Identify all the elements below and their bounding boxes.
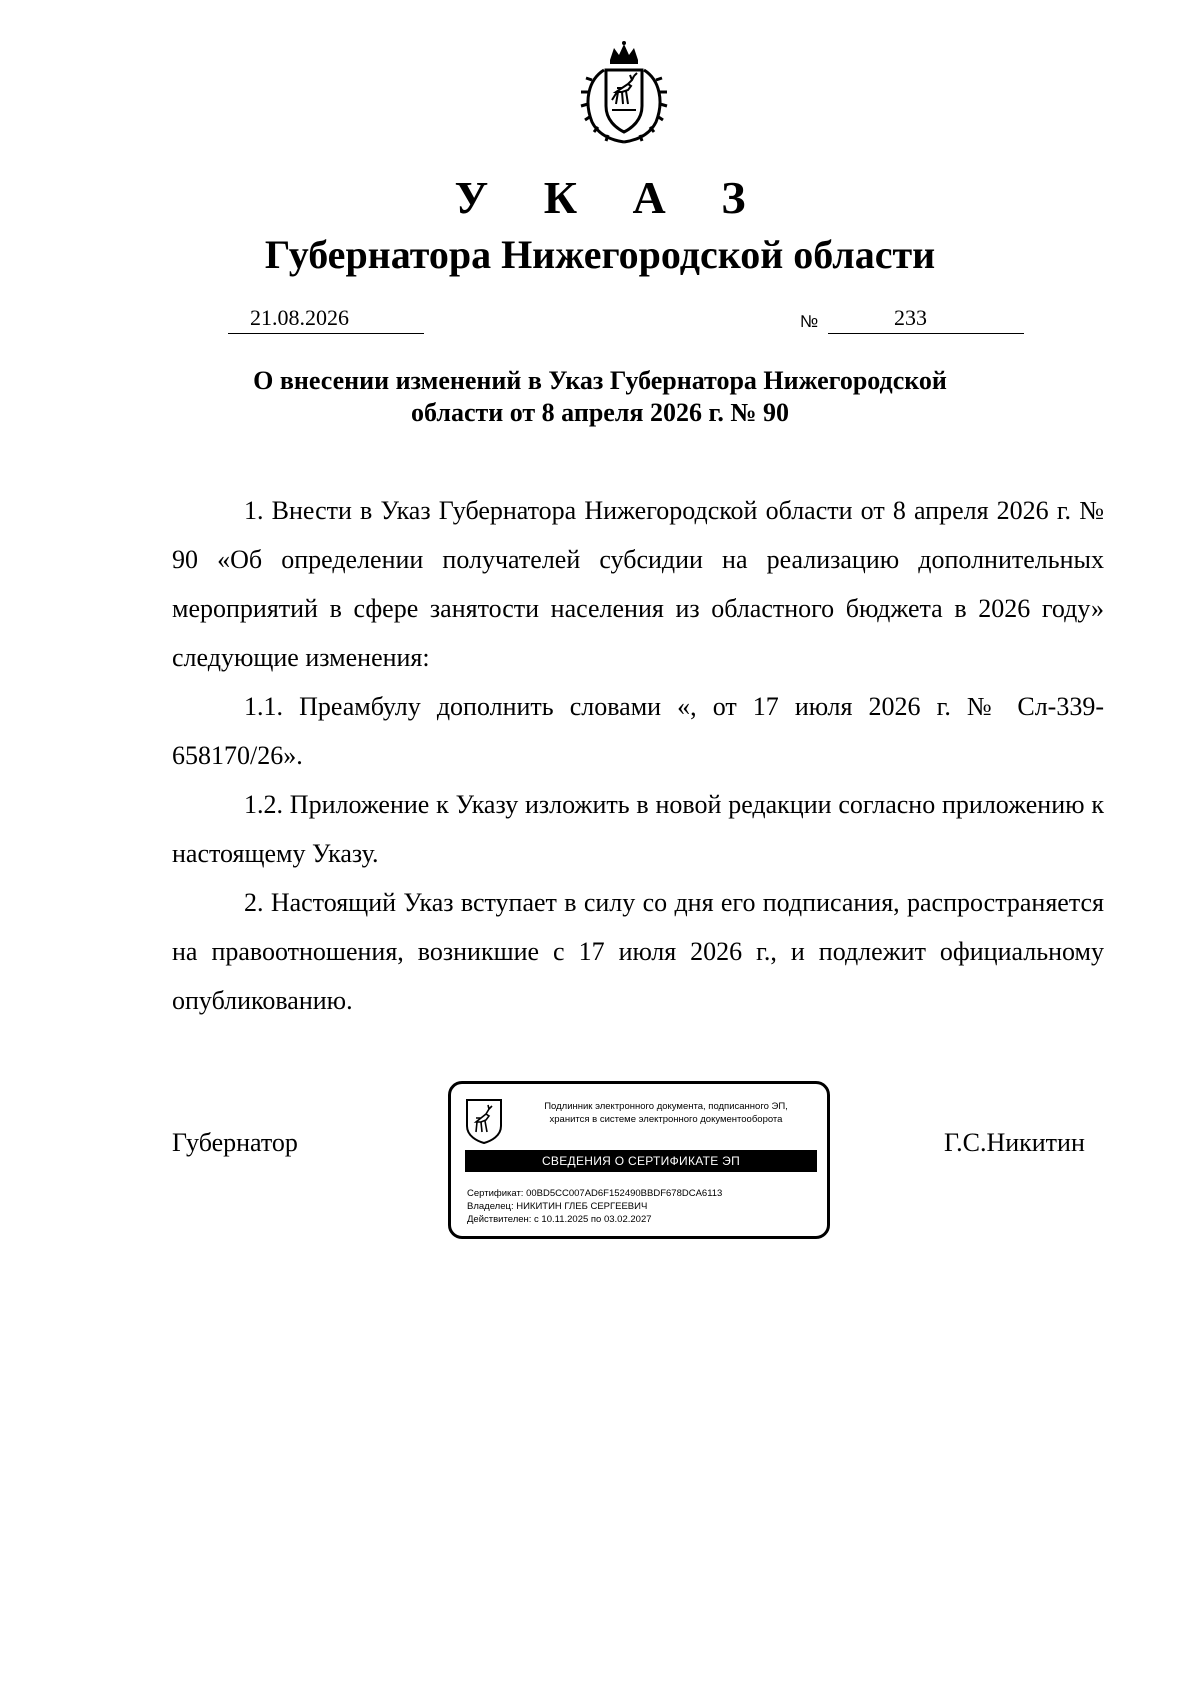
document-title: У К А З (454, 172, 768, 223)
signatory-name: Г.С.Никитин (944, 1128, 1085, 1157)
document-date: 21.08.2026 (228, 302, 424, 334)
certificate-header-bar: СВЕДЕНИЯ О СЕРТИФИКАТЕ ЭП (465, 1150, 817, 1172)
document-heading (0, 365, 1200, 429)
document-subtitle: Губернатора Нижегородской области (264, 232, 936, 277)
paragraph-1-1: 1.1. Преамбулу дополнить словами «, от 17 июля 2026 г. № Сл-339-658170/26». (172, 692, 1104, 770)
certificate-id: Сертификат: 00BD5CC007AD6F152490BBDF678DCA6113 (467, 1188, 723, 1199)
document-number: 233 (828, 302, 1024, 334)
certificate-info (467, 1187, 819, 1226)
electronic-signature-stamp (448, 1081, 830, 1239)
certificate-owner: Владелец: НИКИТИН ГЛЕБ СЕРГЕЕВИЧ (467, 1201, 648, 1212)
heading-line-1: О внесении изменений в Указ Губернатора Нижегородской (253, 366, 947, 395)
stamp-note (513, 1100, 819, 1126)
paragraph-2: 2. Настоящий Указ вступает в силу со дня его подписания, распространяется на правоотношения, возникшие с 17 июля 2026 г., и подлежит официальному опубликованию. (172, 888, 1104, 1015)
stamp-note-line-2: хранится в системе электронного документооборота (549, 1114, 783, 1125)
stamp-note-line-1: Подлинник электронного документа, подписанного ЭП, (544, 1101, 788, 1112)
deer-shield-icon (465, 1098, 503, 1144)
number-label: № (800, 312, 819, 331)
heading-line-2: области от 8 апреля 2026 г. № 90 (411, 398, 789, 427)
certificate-validity: Действителен: с 10.11.2025 по 03.02.2027 (467, 1214, 652, 1225)
signatory-post: Губернатор (172, 1128, 298, 1157)
document-body (172, 486, 1104, 1025)
coat-of-arms-icon (570, 40, 678, 148)
paragraph-1-2: 1.2. Приложение к Указу изложить в новой редакции согласно приложению к настоящему Указу. (172, 790, 1104, 868)
paragraph-1: 1. Внести в Указ Губернатора Нижегородской области от 8 апреля 2026 г. № 90 «Об определении получателей субсидии на реализацию дополнительных мероприятий в сфере занятости населения из областного бюджета в 2026 году» следующие изменения: (172, 496, 1104, 672)
